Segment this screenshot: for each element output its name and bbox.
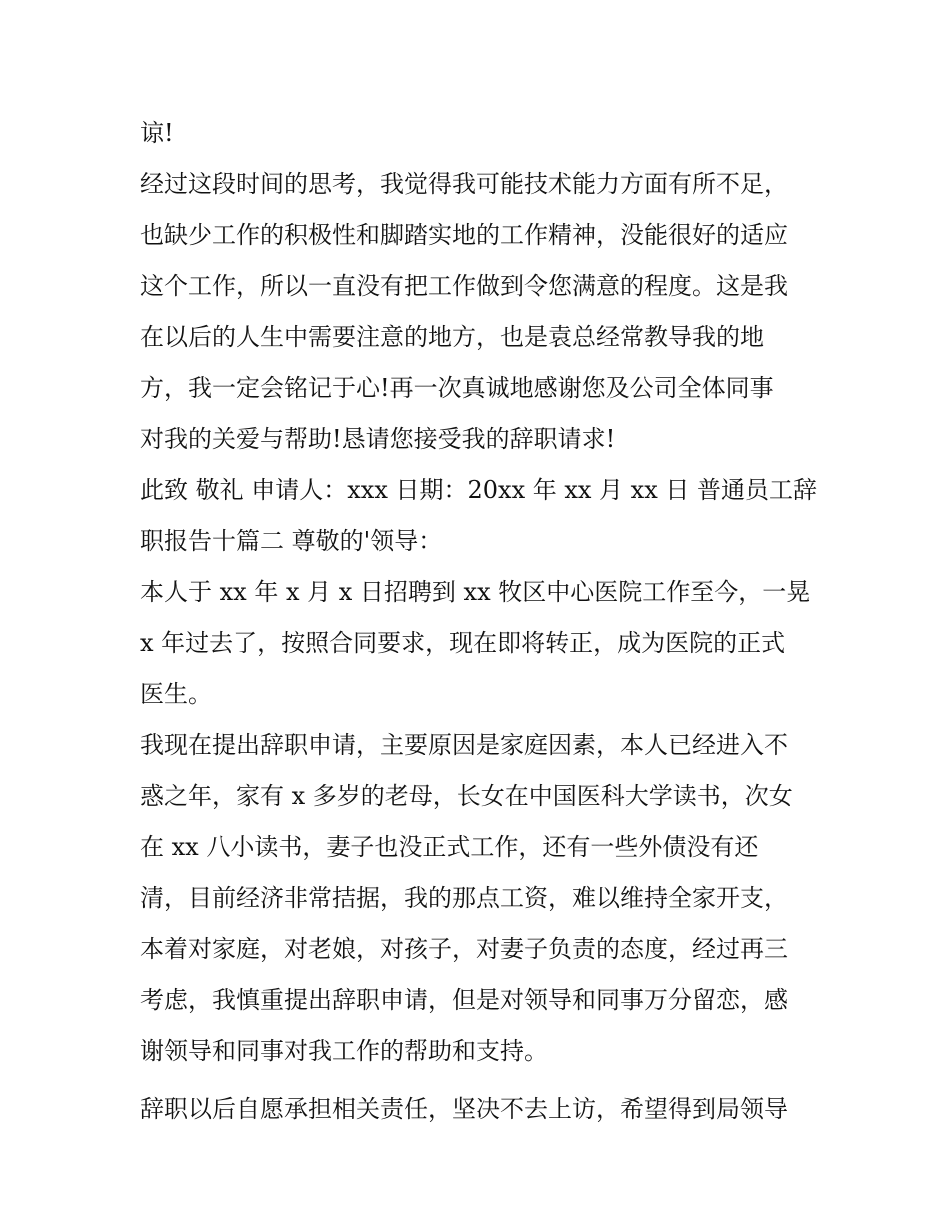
text-line: 医生。	[140, 680, 212, 708]
text-line: 也缺少工作的积极性和脚踏实地的工作精神，没能很好的适应	[140, 221, 788, 249]
text-line: 辞职以后自愿承担相关责任，坚决不去上访，希望得到局领导	[140, 1095, 788, 1123]
text-line: 对我的关爱与帮助!恳请您接受我的辞职请求!	[140, 425, 616, 453]
text-line: 在以后的人生中需要注意的地方，也是袁总经常教导我的地	[140, 323, 764, 351]
text-line: 经过这段时间的思考，我觉得我可能技术能力方面有所不足，	[140, 170, 788, 198]
text-line: 惑之年，家有 x 多岁的老母，长女在中国医科大学读书，次女	[140, 782, 793, 810]
text-line: 清，目前经济非常拮据，我的那点工资，难以维持全家开支，	[140, 884, 788, 912]
text-line: 考虑，我慎重提出辞职申请，但是对领导和同事万分留恋，感	[140, 986, 788, 1014]
text-line: 方，我一定会铭记于心!再一次真诚地感谢您及公司全体同事	[140, 374, 774, 402]
text-line: 本着对家庭，对老娘，对孩子，对妻子负责的态度，经过再三	[140, 935, 788, 963]
text-line: x 年过去了，按照合同要求，现在即将转正，成为医院的正式	[140, 629, 786, 657]
text-line: 我现在提出辞职申请，主要原因是家庭因素，本人已经进入不	[140, 731, 788, 759]
text-line: 谢领导和同事对我工作的帮助和支持。	[140, 1037, 548, 1065]
text-line: 本人于 xx 年 x 月 x 日招聘到 xx 牧区中心医院工作至今，一晃	[140, 578, 811, 606]
text-line: 谅!	[140, 119, 174, 147]
text-line: 这个工作，所以一直没有把工作做到令您满意的程度。这是我	[140, 272, 788, 300]
text-line: 在 xx 八小读书，妻子也没正式工作，还有一些外债没有还	[140, 833, 759, 861]
document-body	[140, 108, 820, 1135]
paragraph-gap	[140, 1077, 820, 1084]
text-line: 此致 敬礼 申请人：xxx 日期：20xx 年 xx 月 xx 日 普通员工辞	[140, 476, 818, 504]
text-line: 职报告十篇二 尊敬的'领导：	[140, 527, 443, 555]
